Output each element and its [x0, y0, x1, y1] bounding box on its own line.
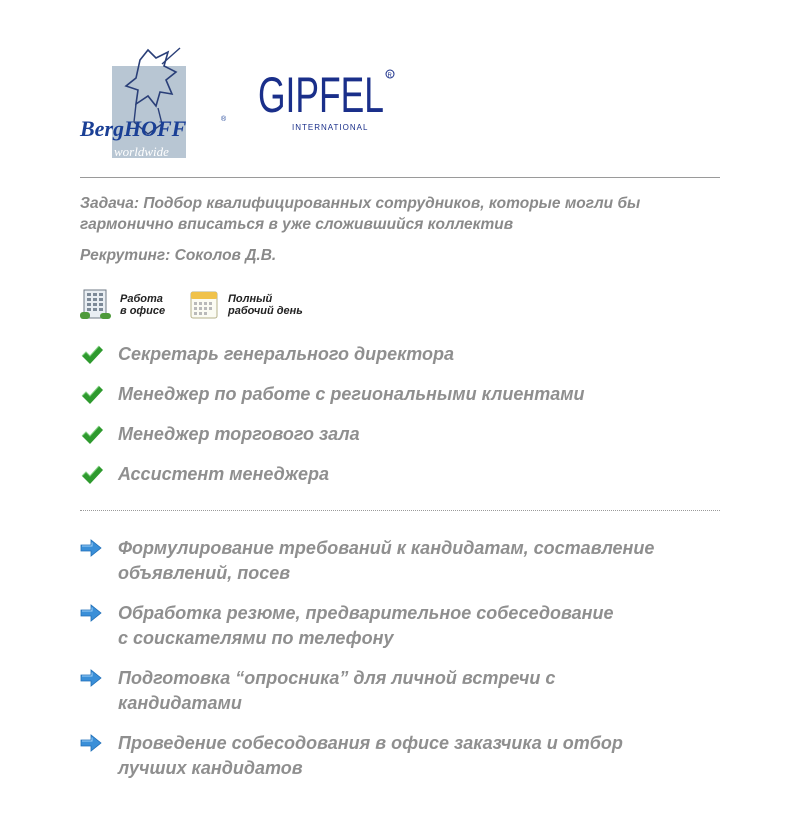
vacancy-label: Ассистент менеджера: [118, 464, 330, 484]
process-step: [80, 536, 730, 601]
process-step-label: Проведение собесодования в офисе заказчика и отбор лучших кандидатов: [118, 733, 623, 778]
section-divider: [80, 510, 720, 511]
vacancy-label: Менеджер по работе с региональными клиентами: [118, 384, 585, 404]
check-icon: [80, 343, 104, 367]
svg-text:worldwide: worldwide: [114, 144, 169, 159]
condition-full-day: [188, 288, 328, 320]
berghoff-logo: [78, 44, 238, 162]
arrow-right-icon: [80, 669, 102, 687]
check-icon: [80, 383, 104, 407]
process-step: [80, 666, 730, 731]
process-step: [80, 601, 730, 666]
header-divider: [80, 177, 720, 178]
condition-office: [80, 288, 180, 320]
svg-text:GIPFEL: GIPFEL: [258, 67, 384, 123]
process-step-label: Формулирование требований к кандидатам, составление объявлений, посев: [118, 538, 655, 583]
vacancies-list: [80, 340, 720, 500]
svg-text:INTERNATIONAL: INTERNATIONAL: [292, 123, 369, 132]
vacancy-label: Секретарь генерального директора: [118, 344, 455, 364]
condition-full-day-label: Полный рабочий день: [228, 293, 303, 317]
vacancy-label: Менеджер торгового зала: [118, 424, 360, 444]
work-conditions: [80, 288, 400, 320]
process-step: [80, 731, 730, 796]
svg-text:BergHOFF: BergHOFF: [80, 116, 187, 141]
vacancy-item: [80, 420, 720, 460]
office-building-icon: [80, 288, 112, 320]
process-step-label: Обработка резюме, предварительное собеседование с соискателями по телефону: [118, 603, 614, 648]
check-icon: [80, 423, 104, 447]
arrow-right-icon: [80, 539, 102, 557]
condition-office-label: Работа в офисе: [120, 293, 166, 317]
task-description: Задача: Подбор квалифицированных сотрудников, которые могли бы гармонично вписаться в уже сложившийся коллектив: [80, 195, 641, 233]
client-logos: [78, 44, 418, 162]
svg-text:R: R: [387, 73, 392, 79]
process-step-label: Подготовка “опросника” для личной встречи с кандидатами: [118, 668, 556, 713]
recruiter-info: Рекрутинг: Соколов Д.В.: [80, 247, 277, 264]
vacancy-item: [80, 380, 720, 420]
gipfel-logo: [258, 64, 408, 134]
check-icon: [80, 463, 104, 487]
process-steps-list: [80, 536, 730, 796]
arrow-right-icon: [80, 734, 102, 752]
vacancy-item: [80, 460, 720, 500]
arrow-right-icon: [80, 604, 102, 622]
calendar-icon: [188, 288, 220, 320]
svg-text:®: ®: [221, 116, 227, 123]
vacancy-item: [80, 340, 720, 380]
